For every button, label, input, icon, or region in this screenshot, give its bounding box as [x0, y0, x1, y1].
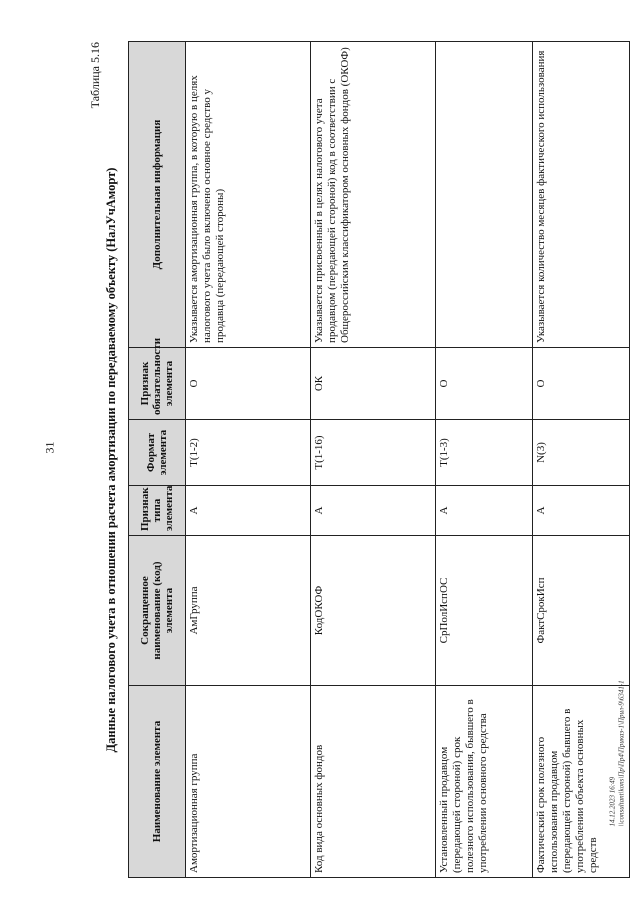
header-info: Дополнительная информация — [129, 42, 186, 348]
cell-type: А — [533, 486, 630, 536]
data-table — [128, 41, 630, 878]
cell-type: А — [311, 486, 436, 536]
cell-short: КодОКОФ — [311, 536, 436, 686]
header-required: Признак обязательности элемента — [129, 348, 186, 420]
footer-stamp-path: \\consultant\kons\Пр\Пр4\Приказ-1\Прил-9\6341-1 — [617, 680, 626, 827]
footer-stamp-date: 14.12.2023 16:49 — [608, 776, 617, 827]
table-row — [533, 42, 630, 878]
header-format: Формат элемента — [129, 420, 186, 486]
cell-format: T(1-3) — [436, 420, 533, 486]
header-name: Наименование элемента — [129, 686, 186, 878]
header-type: Признак типа элемента — [129, 486, 186, 536]
cell-short: АмГруппа — [186, 536, 311, 686]
cell-required: ОК — [311, 348, 436, 420]
cell-short: СрПолИспОС — [436, 536, 533, 686]
table-row — [186, 42, 311, 878]
cell-short: ФактСрокИсп — [533, 536, 630, 686]
cell-name: Амортизационная группа — [186, 686, 311, 878]
cell-name: Фактический срок полезного использования продавцом (передающей стороной) бывшего в употреблении объекта основных средств — [533, 686, 630, 878]
cell-info: Указывается присвоенный в целях налогового учета продавцом (передающей стороной) код в соответствии с Общероссийским классификатором основных фондов (ОКОФ) — [311, 42, 436, 348]
cell-required: О — [436, 348, 533, 420]
cell-info — [436, 42, 533, 348]
table-row — [311, 42, 436, 878]
rotated-content — [88, 42, 640, 878]
cell-name: Код вида основных фондов — [311, 686, 436, 878]
header-short: Сокращенное наименование (код) элемента — [129, 536, 186, 686]
cell-required: О — [533, 348, 630, 420]
cell-info: Указывается количество месяцев фактического использования — [533, 42, 630, 348]
cell-info: Указывается амортизационная группа, в которую в целях налогового учета было включено основное средство у продавца (передающей стороны) — [186, 42, 311, 348]
cell-format: T(1-16) — [311, 420, 436, 486]
table-row — [436, 42, 533, 878]
cell-required: О — [186, 348, 311, 420]
cell-type: А — [186, 486, 311, 536]
page-number: 31 — [42, 441, 57, 454]
cell-format: T(1-2) — [186, 420, 311, 486]
cell-type: А — [436, 486, 533, 536]
table-title: Данные налогового учета в отношении расчета амортизации по передаваемому объекту (НалУчАморт) — [104, 167, 118, 753]
cell-format: N(3) — [533, 420, 630, 486]
table-label: Таблица 5.16 — [88, 42, 102, 109]
table-header-row — [129, 42, 186, 878]
cell-name: Установленный продавцом (передающей стороной) срок полезного использования, бывшего в употреблении основного средства — [436, 686, 533, 878]
